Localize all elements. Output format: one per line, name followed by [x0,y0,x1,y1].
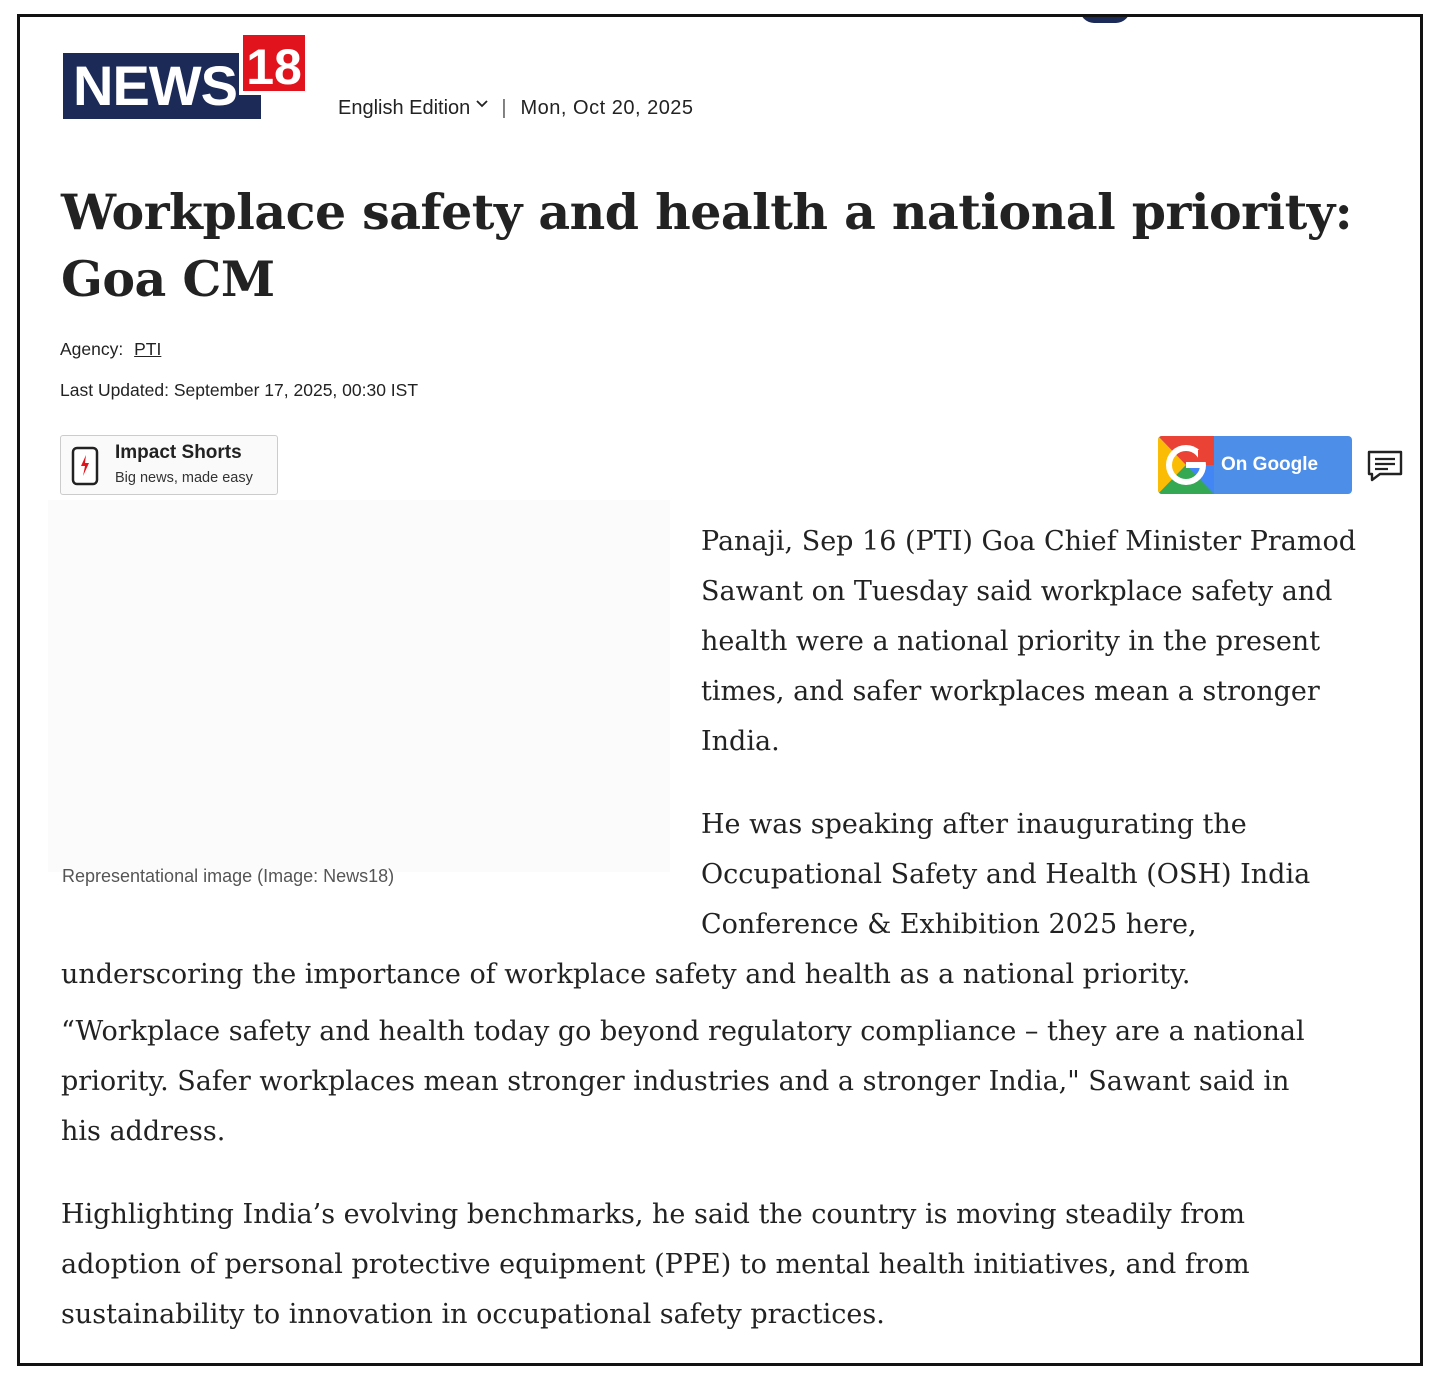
edition-selector[interactable]: English Edition [338,97,471,119]
paragraph-line: Panaji, Sep 16 (PTI) Goa Chief Minister Pramod [701,526,1357,557]
google-icon [1158,436,1214,494]
updated-value: September 17, 2025, 00:30 IST [173,380,419,400]
article-paragraph [701,800,1401,950]
logo-number: 18 [239,31,309,95]
paragraph-line: adoption of personal protective equipment (PPE) to mental health initiatives, and from [61,1249,1250,1280]
comment-icon[interactable] [1366,449,1404,483]
article-paragraph [701,517,1401,767]
paragraph-line: underscoring the importance of workplace safety and health as a national priority. [61,959,1191,990]
agency-line [60,339,161,360]
paragraph-line: “Workplace safety and health today go beyond regulatory compliance – they are a national [61,1016,1305,1047]
article-paragraph [61,1007,1406,1157]
paragraph-line: Conference & Exhibition 2025 here, [701,909,1197,940]
chevron-down-icon[interactable] [476,100,487,111]
agency-link[interactable]: PTI [134,339,162,359]
headline-line: Goa CM [61,250,275,308]
article-paragraph [61,1190,1406,1340]
paragraph-line: his address. [61,1116,226,1147]
impact-shorts-button[interactable] [60,435,278,495]
shorts-title: Impact Shorts [115,442,242,463]
article-image [48,500,670,872]
last-updated-line [60,380,418,401]
phone-icon [71,446,99,486]
article-screenshot [17,14,1423,1366]
edition-bar [338,97,694,120]
news18-logo[interactable] [63,31,309,121]
paragraph-line: Highlighting India’s evolving benchmarks, he said the country is moving steadily from [61,1199,1246,1230]
agency-label: Agency: [60,339,124,359]
shorts-subtitle: Big news, made easy [115,470,253,486]
logo-text: NEWS [63,53,261,119]
follow-on-google-button[interactable] [1158,436,1352,494]
updated-label: Last Updated: [60,380,169,400]
paragraph-line: He was speaking after inaugurating the [701,809,1247,840]
paragraph-line: India. [701,726,780,757]
headline-line: Workplace safety and health a national priority: [61,183,1353,241]
page-title [61,179,1391,313]
paragraph-line: health were a national priority in the present [701,626,1321,657]
google-label: On Google [1221,454,1319,475]
image-caption: Representational image (Image: News18) [62,866,395,886]
current-date: Mon, Oct 20, 2025 [520,97,694,119]
top-decoration [1080,14,1130,23]
paragraph-line: Occupational Safety and Health (OSH) India [701,859,1311,890]
divider: | [501,97,507,119]
paragraph-line: sustainability to innovation in occupational safety practices. [61,1299,885,1330]
paragraph-line: times, and safer workplaces mean a stronger [701,676,1320,707]
article-paragraph-continuation [61,950,1401,1000]
paragraph-line: Sawant on Tuesday said workplace safety and [701,576,1333,607]
paragraph-line: priority. Safer workplaces mean stronger industries and a stronger India," Sawant said in [61,1066,1290,1097]
